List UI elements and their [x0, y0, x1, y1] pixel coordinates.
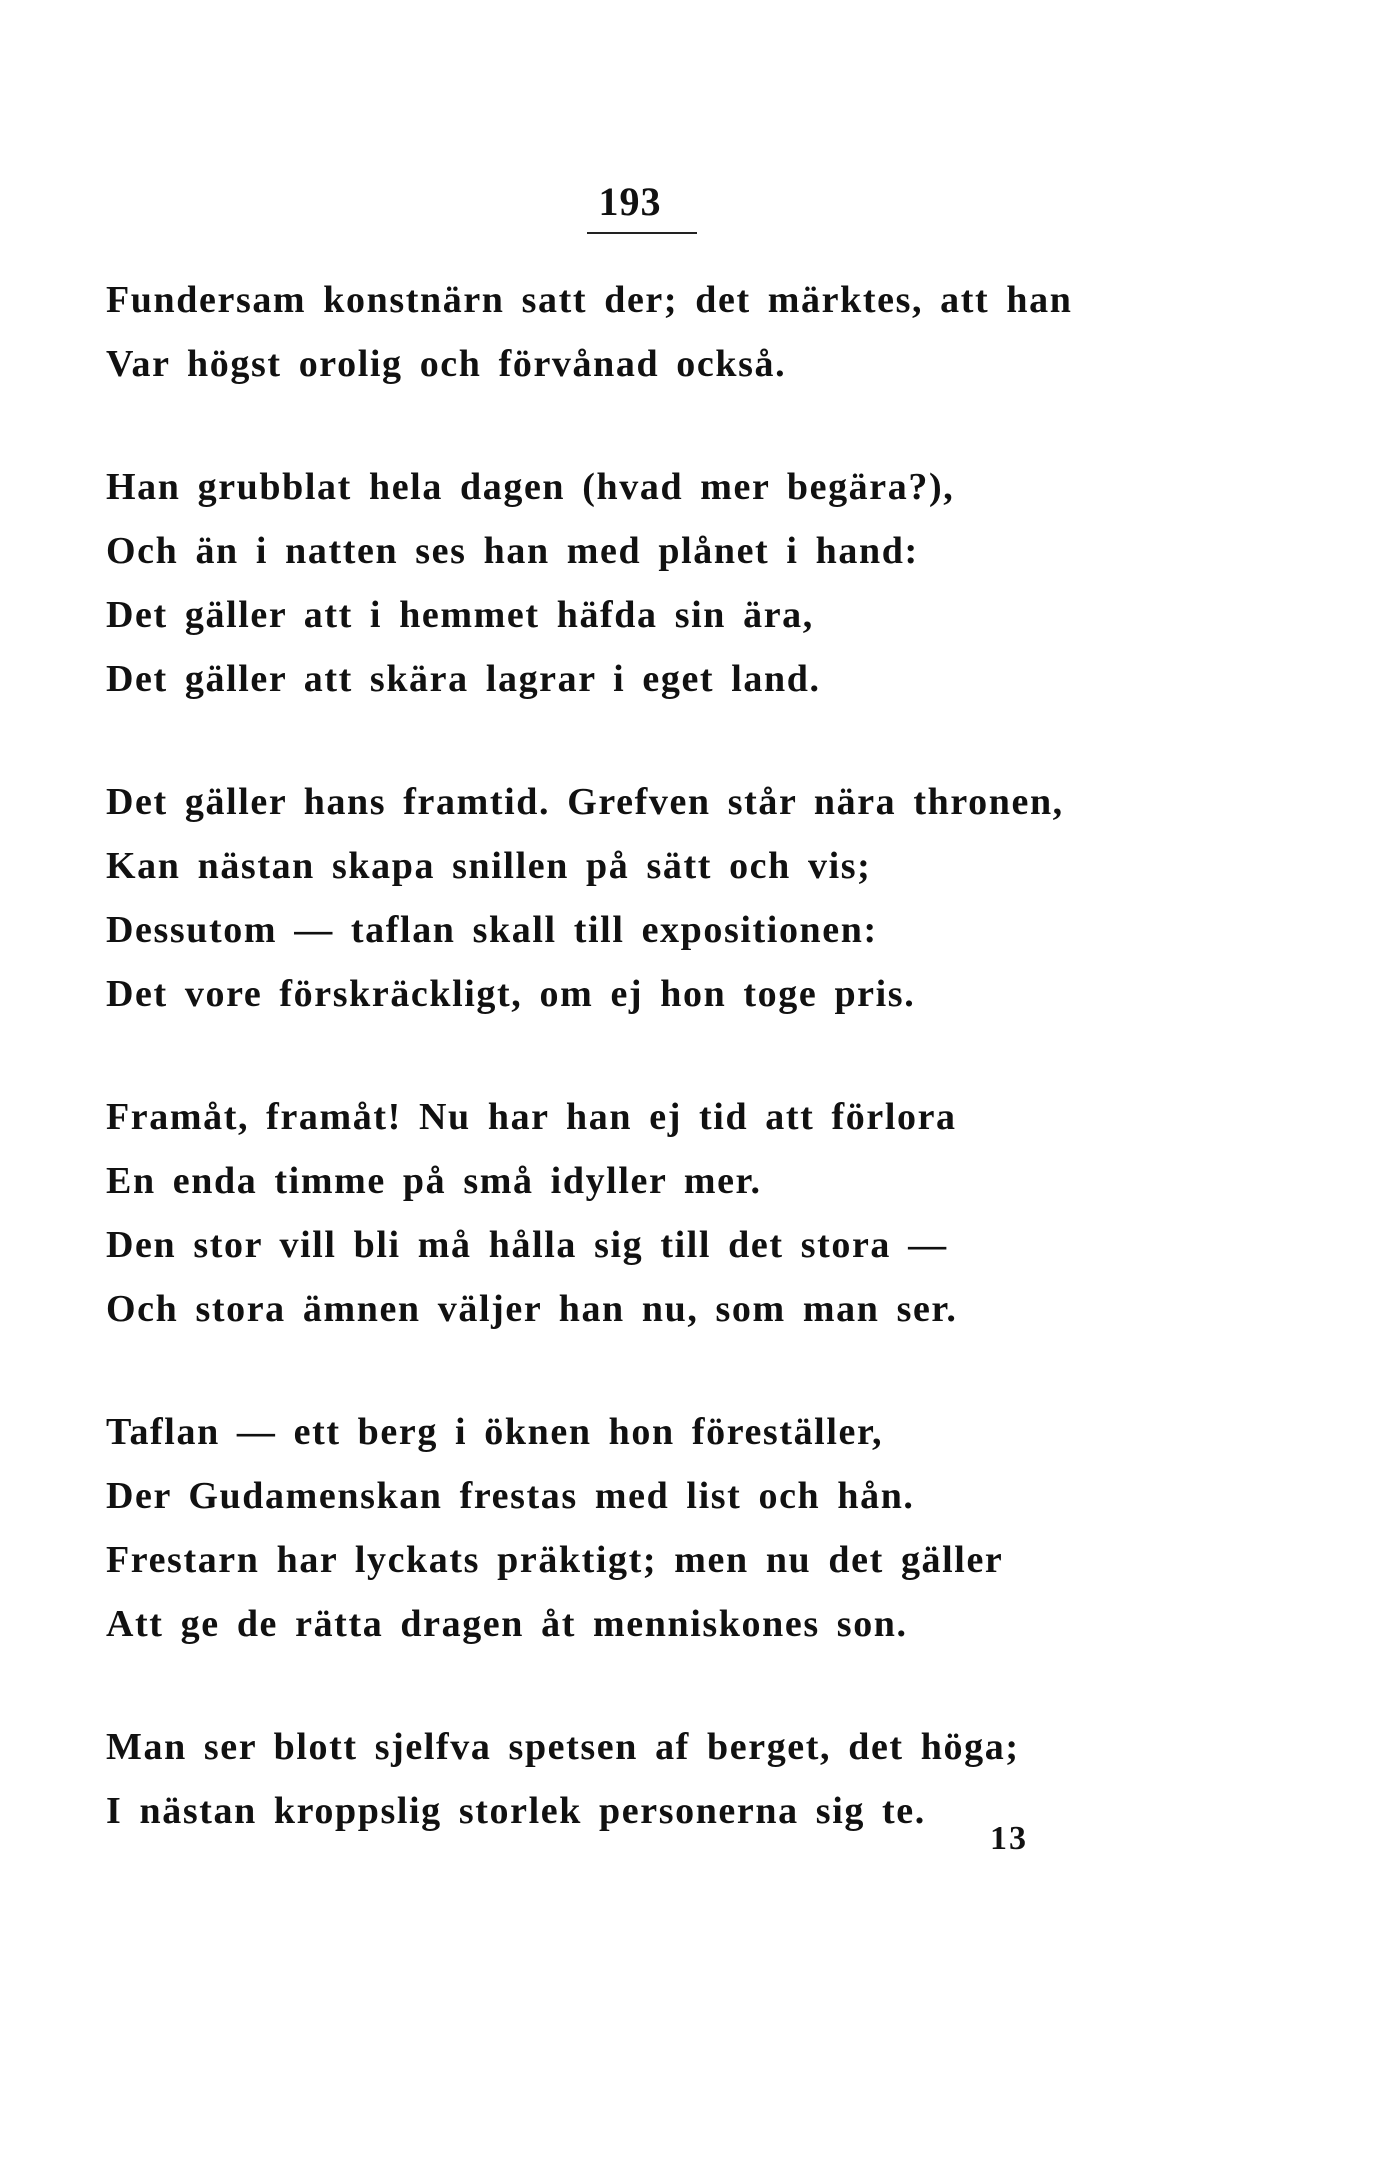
stanza-1 — [106, 268, 1306, 396]
poem-body — [106, 268, 1306, 1843]
verse-line: Och än i natten ses han med plånet i hand: — [106, 530, 919, 572]
stanza-6 — [106, 1715, 1306, 1843]
verse-line: Det gäller att i hemmet häfda sin ära, — [106, 594, 814, 636]
stanza-5 — [106, 1400, 1306, 1656]
stanza-2 — [106, 455, 1306, 711]
stanza-4 — [106, 1085, 1306, 1341]
verse-line: Var högst orolig och förvånad också. — [106, 343, 787, 385]
verse-line: Frestarn har lyckats präktigt; men nu det gäller — [106, 1539, 1004, 1581]
verse-line: Den stor vill bli må hålla sig till det stora — — [106, 1224, 948, 1266]
stanza-divider — [106, 396, 1306, 455]
verse-line: Det gäller hans framtid. Grefven står nära thronen, — [106, 781, 1064, 823]
stanza-divider — [106, 1026, 1306, 1085]
page-number: 193 — [598, 179, 662, 224]
verse-line: Framåt, framåt! Nu har han ej tid att förlora — [106, 1096, 957, 1138]
verse-line: Det gäller att skära lagrar i eget land. — [106, 658, 821, 700]
signature-mark: 13 — [990, 1820, 1028, 1857]
verse-line: En enda timme på små idyller mer. — [106, 1160, 762, 1202]
stanza-divider — [106, 1341, 1306, 1400]
verse-line: Der Gudamenskan frestas med list och hån. — [106, 1475, 915, 1517]
verse-line: Man ser blott sjelfva spetsen af berget, det höga; — [106, 1726, 1020, 1768]
verse-line: Det vore förskräckligt, om ej hon toge pris. — [106, 973, 916, 1015]
verse-line: Att ge de rätta dragen åt menniskones son. — [106, 1603, 908, 1645]
stanza-divider — [106, 1656, 1306, 1715]
verse-line: I nästan kroppslig storlek personerna sig te. — [106, 1790, 926, 1832]
verse-line: Dessutom — taflan skall till expositionen: — [106, 909, 878, 951]
stanza-divider — [106, 711, 1306, 770]
page-number-rule — [587, 232, 697, 234]
verse-line: Taflan — ett berg i öknen hon föreställer, — [106, 1411, 884, 1453]
verse-line: Kan nästan skapa snillen på sätt och vis; — [106, 845, 872, 887]
verse-line: Och stora ämnen väljer han nu, som man ser. — [106, 1288, 958, 1330]
verse-line: Fundersam konstnärn satt der; det märktes, att han — [106, 279, 1073, 321]
stanza-3 — [106, 770, 1306, 1026]
verse-line: Han grubblat hela dagen (hvad mer begära?), — [106, 466, 955, 508]
